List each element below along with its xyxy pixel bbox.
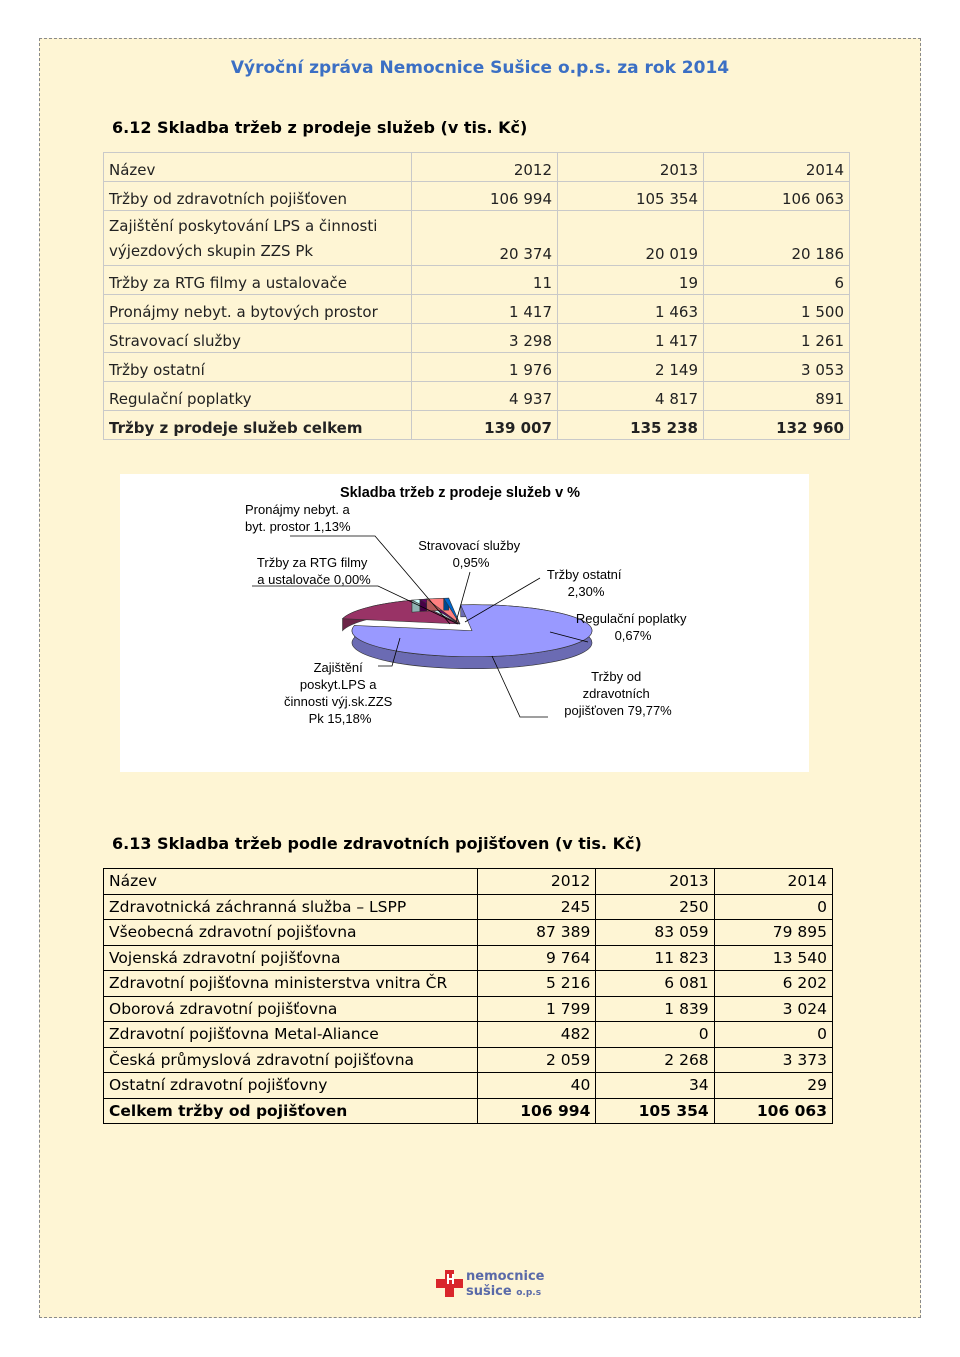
- table-row: [104, 353, 850, 382]
- value-2014: 1 500: [704, 295, 850, 324]
- label-stravovaci: [418, 538, 524, 570]
- value-2014: 891: [704, 382, 850, 411]
- label-ostatni-line-1: Tržby ostatní: [546, 567, 622, 582]
- total-2014: 106 063: [714, 1098, 832, 1124]
- row-label: Zdravotní pojišťovna ministerstva vnitra ČR: [104, 971, 478, 997]
- value-2014: 20 186: [704, 211, 850, 266]
- label-pojistovny-line-1: Tržby od: [591, 669, 642, 684]
- table-row: [104, 295, 850, 324]
- hospital-logo-text: [466, 1269, 545, 1301]
- value-2013: 1 839: [596, 996, 714, 1022]
- value-2014: 0: [714, 894, 832, 920]
- value-2012: 87 389: [478, 920, 596, 946]
- value-2012: 5 216: [478, 971, 596, 997]
- table-row: [104, 182, 850, 211]
- logo-line-2: [466, 1284, 545, 1301]
- column-header-name: Název: [104, 869, 478, 895]
- value-2012: 1 799: [478, 996, 596, 1022]
- label-regulacni-line-2: 0,67%: [614, 628, 652, 643]
- logo-line-1: nemocnice: [466, 1269, 545, 1284]
- row-label: Česká průmyslová zdravotní pojišťovna: [104, 1047, 478, 1073]
- value-2013: 0: [596, 1022, 714, 1048]
- label-rtg-line-2: a ustalovače 0,00%: [257, 572, 371, 587]
- column-header-2013: 2013: [558, 153, 704, 182]
- row-label: Oborová zdravotní pojišťovna: [104, 996, 478, 1022]
- column-header-2014: 2014: [704, 153, 850, 182]
- value-2012: 482: [478, 1022, 596, 1048]
- label-zzs-line-3: činnosti výj.sk.ZZS: [284, 694, 393, 709]
- label-pronajmy-line-2: byt. prostor 1,13%: [245, 519, 351, 534]
- column-header-2012: 2012: [412, 153, 558, 182]
- value-2014: 1 261: [704, 324, 850, 353]
- section-title-revenue-structure: 6.12 Skladba tržeb z prodeje služeb (v tis. Kč): [112, 118, 528, 137]
- value-2013: 105 354: [558, 182, 704, 211]
- value-2012: 9 764: [478, 945, 596, 971]
- label-regulacni-line-1: Regulační poplatky: [575, 611, 687, 626]
- total-2012: 106 994: [478, 1098, 596, 1124]
- table-row: [104, 324, 850, 353]
- table-row: [104, 1073, 833, 1099]
- label-zdravotni-pojistovny: [564, 669, 672, 718]
- pie-chart-svg: [120, 474, 809, 772]
- row-label: Zdravotnická záchranná služba – LSPP: [104, 894, 478, 920]
- table-row: [104, 382, 850, 411]
- value-2013: 83 059: [596, 920, 714, 946]
- value-2013: 34: [596, 1073, 714, 1099]
- row-label: Vojenská zdravotní pojišťovna: [104, 945, 478, 971]
- value-2013: 2 149: [558, 353, 704, 382]
- table-row: [104, 1022, 833, 1048]
- table-row: [104, 266, 850, 295]
- row-label: Všeobecná zdravotní pojišťovna: [104, 920, 478, 946]
- value-2014: 3 024: [714, 996, 832, 1022]
- row-label: Zdravotní pojišťovna Metal-Aliance: [104, 1022, 478, 1048]
- value-2013: 1 417: [558, 324, 704, 353]
- value-2013: 250: [596, 894, 714, 920]
- value-2014: 29: [714, 1073, 832, 1099]
- value-2014: 106 063: [704, 182, 850, 211]
- insurers-table: [103, 868, 833, 1124]
- column-header-2013: 2013: [596, 869, 714, 895]
- value-2014: 0: [714, 1022, 832, 1048]
- table-row: [104, 920, 833, 946]
- label-zzs-line-4: Pk 15,18%: [308, 711, 372, 726]
- value-2012: 4 937: [412, 382, 558, 411]
- value-2013: 11 823: [596, 945, 714, 971]
- pie-chart: [120, 474, 809, 772]
- label-zzs-line-2: poskyt.LPS a: [299, 677, 377, 692]
- value-2014: 6 202: [714, 971, 832, 997]
- table-header-row: [104, 869, 833, 895]
- row-label: Tržby ostatní: [104, 353, 412, 382]
- label-pojistovny-line-2: zdravotních: [582, 686, 650, 701]
- table-header-row: [104, 153, 850, 182]
- logo-line-2-suffix: o.p.s: [516, 1288, 542, 1298]
- label-pojistovny-line-3: pojišťoven 79,77%: [564, 703, 672, 718]
- table-total-row: [104, 411, 850, 440]
- logo-line-2-main: sušice: [466, 1284, 512, 1299]
- label-rtg-line-1: Tržby za RTG filmy: [256, 555, 368, 570]
- chart-title: Skladba tržeb z prodeje služeb v %: [339, 485, 581, 501]
- row-label: Stravovací služby: [104, 324, 412, 353]
- row-label-line-2: výjezdových skupin ZZS Pk: [109, 242, 314, 260]
- value-2014: 6: [704, 266, 850, 295]
- value-2012: 3 298: [412, 324, 558, 353]
- row-label: Tržby za RTG filmy a ustalovače: [104, 266, 412, 295]
- table-row: [104, 1047, 833, 1073]
- label-stravovaci-line-1: Stravovací služby: [418, 538, 521, 553]
- row-label: Regulační poplatky: [104, 382, 412, 411]
- value-2013: 6 081: [596, 971, 714, 997]
- column-header-2014: 2014: [714, 869, 832, 895]
- label-stravovaci-line-2: 0,95%: [452, 555, 490, 570]
- row-label: Ostatní zdravotní pojišťovny: [104, 1073, 478, 1099]
- label-zzs: [284, 660, 396, 726]
- value-2013: 2 268: [596, 1047, 714, 1073]
- label-ostatni-line-2: 2,30%: [567, 584, 605, 599]
- value-2014: 79 895: [714, 920, 832, 946]
- table-row: [104, 945, 833, 971]
- table-row: [104, 211, 850, 266]
- revenue-structure-table: [103, 152, 850, 440]
- label-regulacni: [576, 611, 690, 643]
- label-rtg: [257, 555, 371, 587]
- column-header-2012: 2012: [478, 869, 596, 895]
- value-2014: 13 540: [714, 945, 832, 971]
- column-header-name: Název: [104, 153, 412, 182]
- value-2012: 1 976: [412, 353, 558, 382]
- report-header-title: Výroční zpráva Nemocnice Sušice o.p.s. za rok 2014: [230, 58, 730, 78]
- value-2012: 1 417: [412, 295, 558, 324]
- value-2013: 20 019: [558, 211, 704, 266]
- table-total-row: [104, 1098, 833, 1124]
- value-2012: 40: [478, 1073, 596, 1099]
- total-label: Tržby z prodeje služeb celkem: [104, 411, 412, 440]
- section-title-insurers: 6.13 Skladba tržeb podle zdravotních pojišťoven (v tis. Kč): [112, 834, 642, 853]
- label-zzs-line-1: Zajištění: [313, 660, 363, 675]
- total-2013: 105 354: [596, 1098, 714, 1124]
- value-2013: 1 463: [558, 295, 704, 324]
- value-2012: 20 374: [412, 211, 558, 266]
- row-label: Tržby od zdravotních pojišťoven: [104, 182, 412, 211]
- row-label: [104, 211, 412, 266]
- value-2014: 3 053: [704, 353, 850, 382]
- row-label: Pronájmy nebyt. a bytových prostor: [104, 295, 412, 324]
- total-2012: 139 007: [412, 411, 558, 440]
- value-2012: 106 994: [412, 182, 558, 211]
- label-pronajmy: [245, 502, 353, 534]
- value-2013: 19: [558, 266, 704, 295]
- total-2013: 135 238: [558, 411, 704, 440]
- label-ostatni: [547, 567, 625, 599]
- row-label-line-1: Zajištění poskytování LPS a činnosti: [109, 217, 378, 235]
- value-2014: 3 373: [714, 1047, 832, 1073]
- value-2012: 2 059: [478, 1047, 596, 1073]
- table-row: [104, 971, 833, 997]
- total-label: Celkem tržby od pojišťoven: [104, 1098, 478, 1124]
- label-pronajmy-line-1: Pronájmy nebyt. a: [245, 502, 350, 517]
- value-2012: 245: [478, 894, 596, 920]
- value-2013: 4 817: [558, 382, 704, 411]
- table-row: [104, 894, 833, 920]
- table-row: [104, 996, 833, 1022]
- total-2014: 132 960: [704, 411, 850, 440]
- value-2012: 11: [412, 266, 558, 295]
